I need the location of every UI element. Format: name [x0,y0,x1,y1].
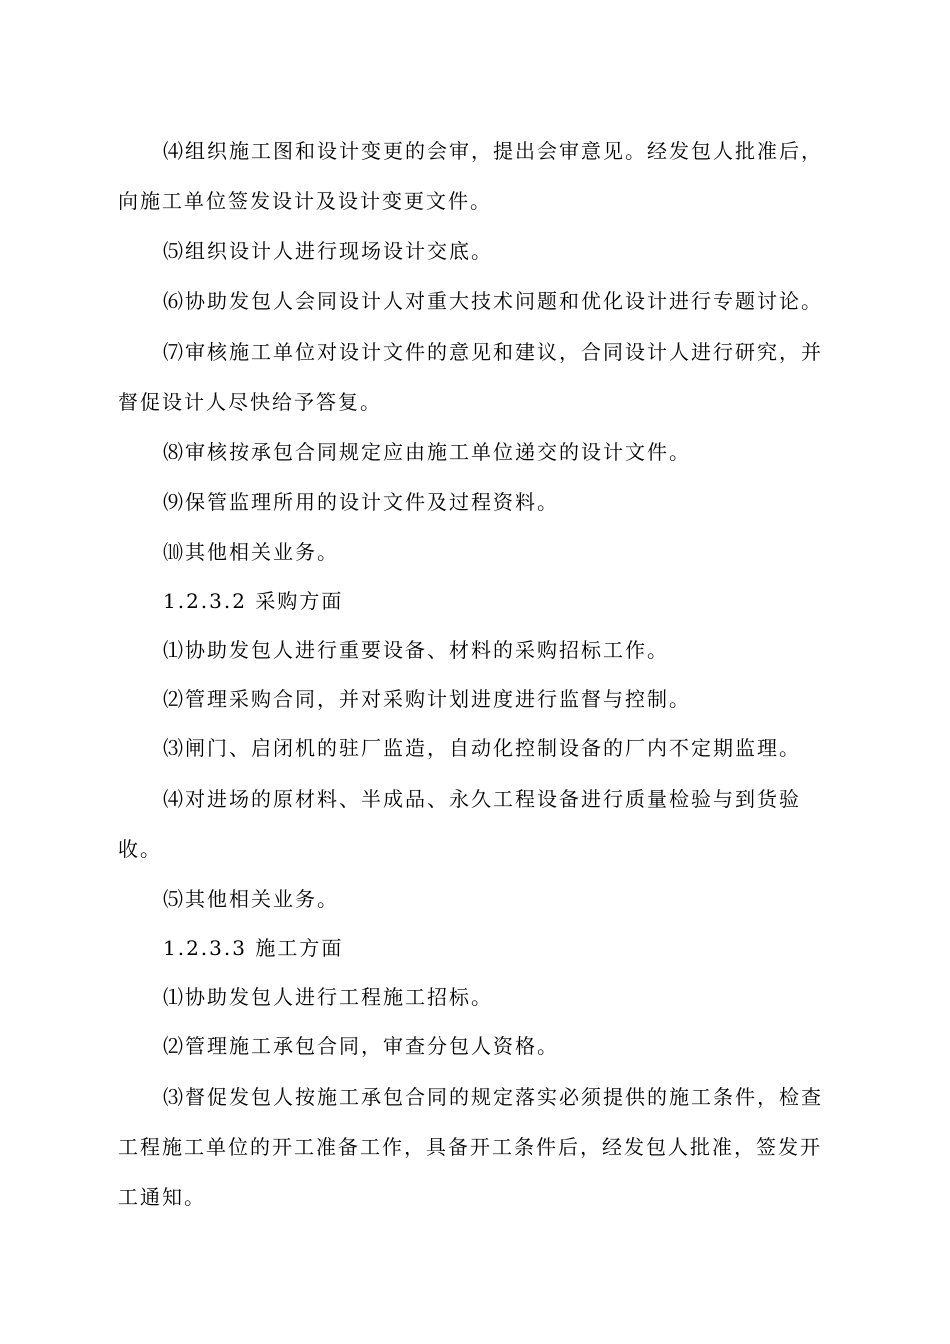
paragraph-construction-bidding: ⑴协助发包人进行工程施工招标。 [163,985,493,1009]
paragraph-design-briefing: ⑸组织设计人进行现场设计交底。 [163,239,493,263]
paragraph-keep-documents: ⑼保管监理所用的设计文件及过程资料。 [163,490,559,514]
paragraph-review-opinions: ⑺审核施工单位对设计文件的意见和建议，合同设计人进行研究，并督促设计人尽快给予答复。 [118,340,823,414]
paragraph-start-notice: ⑶督促发包人按施工承包合同的规定落实必须提供的施工条件，检查工程施工单位的开工准备工作，具备开工条件后，经发包人批准，签发开工通知。 [118,1085,823,1209]
paragraph-other-business-1: ⑽其他相关业务。 [163,540,339,564]
paragraph-other-business-2: ⑸其他相关业务。 [163,887,339,911]
paragraph-technical-discussion: ⑹协助发包人会同设计人对重大技术问题和优化设计进行专题讨论。 [163,289,823,313]
paragraph-factory-supervision: ⑶闸门、启闭机的驻厂监造，自动化控制设备的厂内不定期监理。 [163,736,801,760]
paragraph-quality-inspection: ⑷对进场的原材料、半成品、永久工程设备进行质量检验与到货验收。 [118,787,801,861]
paragraph-review-documents: ⑻审核按承包合同规定应由施工单位递交的设计文件。 [163,440,691,464]
paragraph-construction-contract: ⑵管理施工承包合同，审查分包人资格。 [163,1034,559,1058]
paragraph-design-review: ⑷组织施工图和设计变更的会审，提出会审意见。经发包人批准后，向施工单位签发设计及设计变更文件。 [118,139,823,213]
section-heading-procurement: 1.2.3.2 采购方面 [163,589,344,613]
paragraph-procurement-bidding: ⑴协助发包人进行重要设备、材料的采购招标工作。 [163,638,669,662]
section-heading-construction: 1.2.3.3 施工方面 [163,936,344,960]
paragraph-procurement-contract: ⑵管理采购合同，并对采购计划进度进行监督与控制。 [163,687,691,711]
